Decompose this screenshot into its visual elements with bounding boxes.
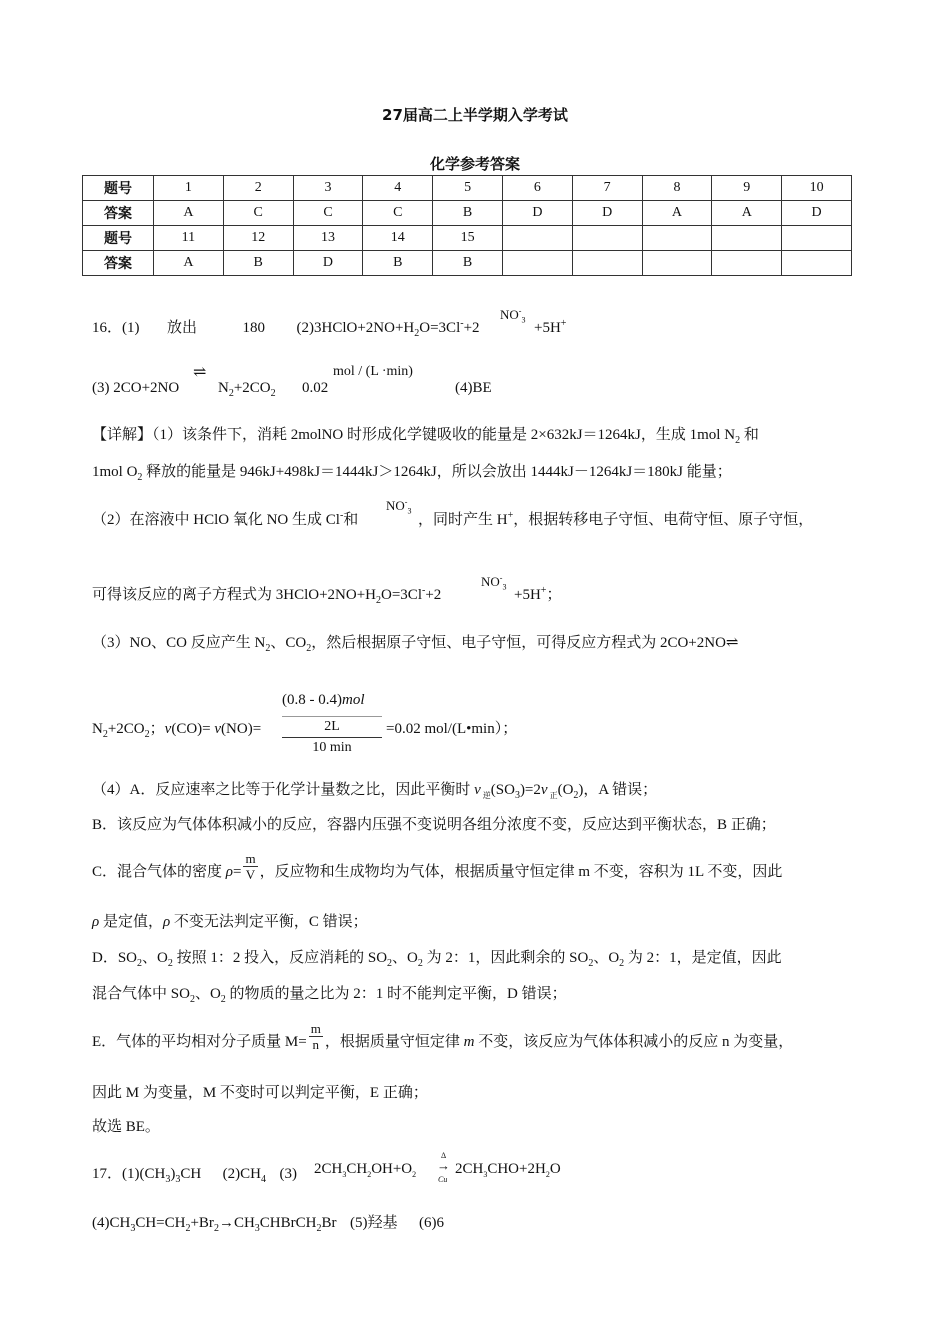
q16-line1 bbox=[92, 318, 480, 338]
detail-p6a: $N_2+2CO_2$；v(CO)= v(NO)= bbox=[92, 721, 262, 740]
table-cell bbox=[712, 251, 782, 276]
table-cell bbox=[782, 251, 852, 276]
q16-answer-1b: 180 bbox=[242, 320, 266, 336]
table-cell: 3 bbox=[293, 176, 363, 201]
table-row-header: 答案 bbox=[83, 251, 154, 276]
table-cell bbox=[572, 251, 642, 276]
table-cell bbox=[502, 251, 572, 276]
table-cell bbox=[642, 251, 712, 276]
table-cell: A bbox=[154, 201, 224, 226]
q17-answer-2: $(2)CH_4$ bbox=[222, 1166, 266, 1185]
q16-answer-4: (4)BE bbox=[455, 380, 492, 396]
table-cell bbox=[642, 226, 712, 251]
table-cell: A bbox=[642, 201, 712, 226]
table-cell: B bbox=[433, 251, 503, 276]
table-cell: B bbox=[433, 201, 503, 226]
q16-rate-unit: mol / (L ·min) bbox=[333, 364, 413, 379]
q16-nitrate-ion: $NO^-_3$ bbox=[500, 306, 526, 325]
detail-p5: （3）NO、CO 反应产生 $N_2$、$CO_2$，然后根据原子守恒、电子守恒，可得反应方程式为 2CO+2NO⇌ bbox=[92, 635, 739, 654]
page-title: 27届高二上半学期入学考试 bbox=[382, 106, 568, 124]
table-cell bbox=[712, 226, 782, 251]
table-row-header: 题号 bbox=[83, 226, 154, 251]
q16-number: 16．(1) bbox=[92, 320, 140, 336]
table-cell: 10 bbox=[782, 176, 852, 201]
detail-p2: 1mol $O_2$ 释放的能量是 946kJ+498kJ＝1444kJ＞1264kJ，所以会放出 1444kJ－1264kJ＝180kJ 能量； bbox=[92, 464, 732, 483]
reaction-arrow-icon: → bbox=[437, 1158, 450, 1173]
table-cell: 6 bbox=[502, 176, 572, 201]
q16-rate-value: 0.02 bbox=[302, 380, 329, 396]
table-cell: 11 bbox=[154, 226, 224, 251]
table-cell: A bbox=[154, 251, 224, 276]
q16-line2b: $N_2+2CO_2$ bbox=[218, 380, 276, 399]
table-cell: 1 bbox=[154, 176, 224, 201]
equilibrium-arrow-icon: ⇌ bbox=[725, 635, 739, 651]
table-cell: 13 bbox=[293, 226, 363, 251]
detail-p11: D．$SO_2$、$O_2$ 按照 1：2 投入，反应消耗的 $SO_2$、$O_2$ 为 2：1，因此剩余的 $SO_2$、$O_2$ 为 2：1，是定值，因此 bbox=[92, 950, 782, 969]
detail-p12: 混合气体中 $SO_2$、$O_2$ 的物质的量之比为 2：1 时不能判定平衡，D 错误； bbox=[92, 986, 567, 1005]
detail-p4b: +5H+； bbox=[514, 585, 562, 603]
table-cell: 15 bbox=[433, 226, 503, 251]
page-subtitle: 化学参考答案 bbox=[429, 155, 520, 173]
table-cell: C bbox=[293, 201, 363, 226]
rate-fraction-numerator: (0.8 - 0.4)mol bbox=[282, 692, 365, 708]
molar-mass-fraction: $\frac{m}{n}$ bbox=[310, 1021, 321, 1053]
detail-p6b: =0.02 mol/(L•min）； bbox=[386, 721, 518, 737]
table-cell: 2 bbox=[223, 176, 293, 201]
q17-answer-4: $(4)CH_3CH=CH_2+Br_2\to CH_3CHBrCH_2Br$ bbox=[92, 1215, 337, 1234]
table-cell: C bbox=[363, 201, 433, 226]
equilibrium-arrow-icon: ⇌ bbox=[193, 364, 207, 381]
detail-p8: B．该反应为气体体积减小的反应，容器内压强不变说明各组分浓度不变，反应达到平衡状态，B 正确； bbox=[92, 817, 776, 833]
table-cell: B bbox=[363, 251, 433, 276]
q17-line1: 17．$(1)(CH_3)_3CH$ $(2)CH_4$ (3) bbox=[92, 1166, 297, 1185]
table-cell: A bbox=[712, 201, 782, 226]
detail-p4a: 可得该反应的离子方程式为 $3HClO+2NO+H_2O=3Cl^-+2$ bbox=[92, 585, 442, 606]
q17-equation-left: $2CH_3CH_2OH+O_2$ bbox=[314, 1161, 417, 1179]
table-cell: 7 bbox=[572, 176, 642, 201]
catalyst-label: Cu bbox=[438, 1175, 448, 1184]
rate-fraction-inner-bar bbox=[282, 716, 382, 717]
detail-p14: 因此 M 为变量，M 不变时可以判定平衡，E 正确； bbox=[92, 1085, 428, 1101]
table-cell bbox=[572, 226, 642, 251]
table-cell: D bbox=[782, 201, 852, 226]
q16-answer-1a: 放出 bbox=[167, 320, 198, 336]
q17-answer-1: 17．(1)(CH bbox=[92, 1166, 166, 1182]
answer-table bbox=[82, 175, 852, 276]
q17-equation-right: $2CH_3CHO+2H_2O$ bbox=[455, 1161, 561, 1179]
q17-answer-6: (6)6 bbox=[418, 1215, 444, 1231]
detail-p15: 故选 BE。 bbox=[92, 1119, 160, 1135]
table-cell bbox=[782, 226, 852, 251]
heat-delta-icon: Δ bbox=[441, 1151, 447, 1160]
table-cell: C bbox=[223, 201, 293, 226]
detail-p13: E．气体的平均相对分子质量 M= $\frac{m}{n}$ ，根据质量守恒定律 m 不变，该反应为气体体积减小的反应 n 为变量， bbox=[92, 1021, 794, 1053]
table-cell: 4 bbox=[363, 176, 433, 201]
detail-p3a: （2）在溶液中 HClO 氧化 NO 生成 Cl-和 bbox=[92, 510, 359, 528]
q17-answer-5: (5)羟基 bbox=[349, 1215, 398, 1231]
detail-p9: C．混合气体的密度 ρ= $\frac{m}{V}$ ，反应物和生成物均为气体，根据质量守恒定律 m 不变，容积为 1L 不变，因此 bbox=[92, 851, 783, 883]
q17-answer-3-label: (3) bbox=[279, 1166, 297, 1182]
table-row bbox=[83, 251, 852, 276]
detail-p4-nitrate: $NO^-_3$ bbox=[481, 573, 507, 592]
table-cell: D bbox=[293, 251, 363, 276]
table-row bbox=[83, 176, 852, 201]
rate-fraction-bar bbox=[282, 737, 382, 738]
rate-fraction-denominator: 10 min bbox=[312, 740, 352, 755]
q17-line2 bbox=[92, 1213, 444, 1233]
detail-p1: 【详解】（1）该条件下，消耗 2molNO 时形成化学键吸收的能量是 2×632kJ＝1264kJ，生成 1mol $N_2$ 和 bbox=[92, 427, 759, 446]
table-cell: B bbox=[223, 251, 293, 276]
detail-p3-nitrate: $NO^-_3$ bbox=[386, 497, 412, 516]
table-row-header: 答案 bbox=[83, 201, 154, 226]
table-cell: 5 bbox=[433, 176, 503, 201]
table-cell: 12 bbox=[223, 226, 293, 251]
table-cell: 14 bbox=[363, 226, 433, 251]
table-cell: D bbox=[502, 201, 572, 226]
table-cell: 8 bbox=[642, 176, 712, 201]
table-row bbox=[83, 226, 852, 251]
table-row bbox=[83, 201, 852, 226]
table-row-header: 题号 bbox=[83, 176, 154, 201]
table-cell: 9 bbox=[712, 176, 782, 201]
detail-p10: ρ 是定值，ρ 不变无法判定平衡，C 错误； bbox=[92, 914, 368, 930]
table-cell bbox=[502, 226, 572, 251]
q16-equation: $(2)3HClO+2NO+H_2O=3Cl^-+2$ bbox=[296, 318, 480, 339]
detail-p7: （4）A．反应速率之比等于化学计量数之比，因此平衡时 v $_逆(SO_3)=2v$ $_正(O_2)$，A 错误； bbox=[92, 782, 658, 801]
density-fraction: $\frac{m}{V}$ bbox=[245, 851, 256, 883]
q16-line2a: (3) 2CO+2NO bbox=[92, 380, 180, 396]
table-cell: D bbox=[572, 201, 642, 226]
detail-p3b: ，同时产生 H+，根据转移电子守恒、电荷守恒、原子守恒， bbox=[418, 510, 814, 528]
q16-hydrogen-ion: +5H+ bbox=[534, 318, 567, 336]
rate-fraction-volume: 2L bbox=[324, 719, 340, 734]
